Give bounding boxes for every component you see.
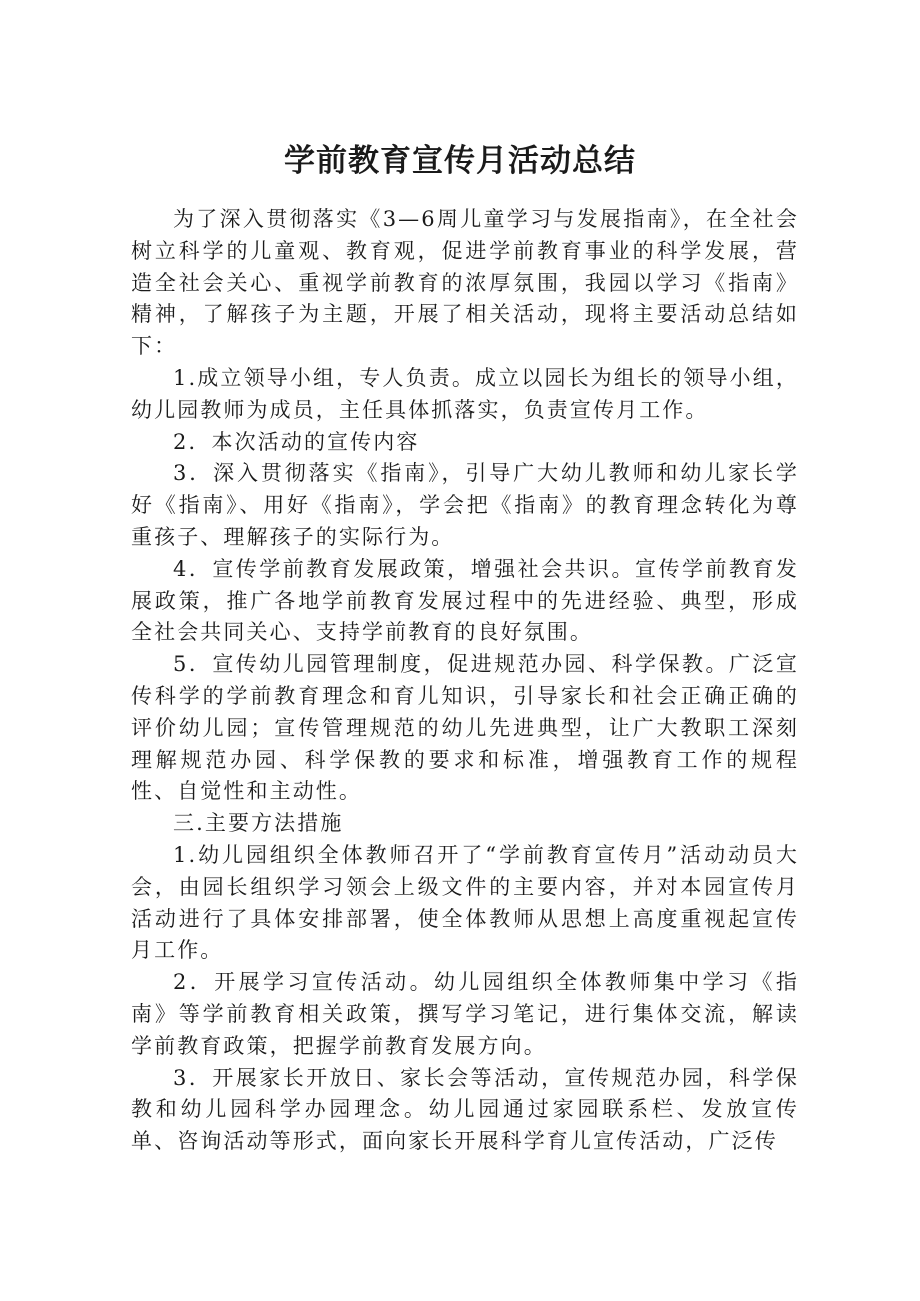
paragraph-item-5: 5．宣传幼儿园管理制度，促进规范办园、科学保教。广泛宣传科学的学前教育理念和育儿知识，引导家长和社会正确正确的评价幼儿园；宣传管理规范的幼儿先进典型，让广大教职工深刻理解规范办园、科学保教的要求和标准，增强教育工作的规程性、自觉性和主动性。 [131, 652, 799, 804]
paragraph-method-2: 2．开展学习宣传活动。幼儿园组织全体教师集中学习《指南》等学前教育相关政策，撰写学习笔记，进行集体交流，解读学前教育政策，把握学前教育发展方向。 [131, 970, 799, 1058]
document-title: 学前教育宣传月活动总结 [284, 143, 636, 179]
paragraph-item-1: 1.成立领导小组，专人负责。成立以园长为组长的领导小组，幼儿园教师为成员，主任具体抓落实，负责宣传月工作。 [131, 365, 799, 422]
paragraph-method-1: 1.幼儿园组织全体教师召开了“学前教育宣传月”活动动员大会，由园长组织学习领会上级文件的主要内容，并对本园宣传月活动进行了具体安排部署，使全体教师从思想上高度重视起宣传月工作。 [131, 842, 799, 963]
paragraph-item-3: 3．深入贯彻落实《指南》，引导广大幼儿教师和幼儿家长学好《指南》、用好《指南》，学会把《指南》的教育理念转化为尊重孩子、理解孩子的实际行为。 [131, 461, 799, 549]
paragraph-intro: 为了深入贯彻落实《3—6周儿童学习与发展指南》，在全社会树立科学的儿童观、教育观，促进学前教育事业的科学发展，营造全社会关心、重视学前教育的浓厚氛围，我园以学习《指南》精神，了解孩子为主题，开展了相关活动，现将主要活动总结如下： [131, 207, 799, 359]
section-heading-methods: 三.主要方法措施 [173, 811, 344, 836]
paragraph-method-3: 3．开展家长开放日、家长会等活动，宣传规范办园，科学保教和幼儿园科学办园理念。幼儿园通过家园联系栏、发放宣传单、咨询活动等形式，面向家长开展科学育儿宣传活动，广泛传 [131, 1065, 799, 1154]
paragraph-item-4: 4．宣传学前教育发展政策，增强社会共识。宣传学前教育发展政策，推广各地学前教育发展过程中的先进经验、典型，形成全社会共同关心、支持学前教育的良好氛围。 [131, 556, 799, 645]
document-body [131, 204, 799, 1158]
paragraph-item-2: 2．本次活动的宣传内容 [173, 429, 420, 454]
